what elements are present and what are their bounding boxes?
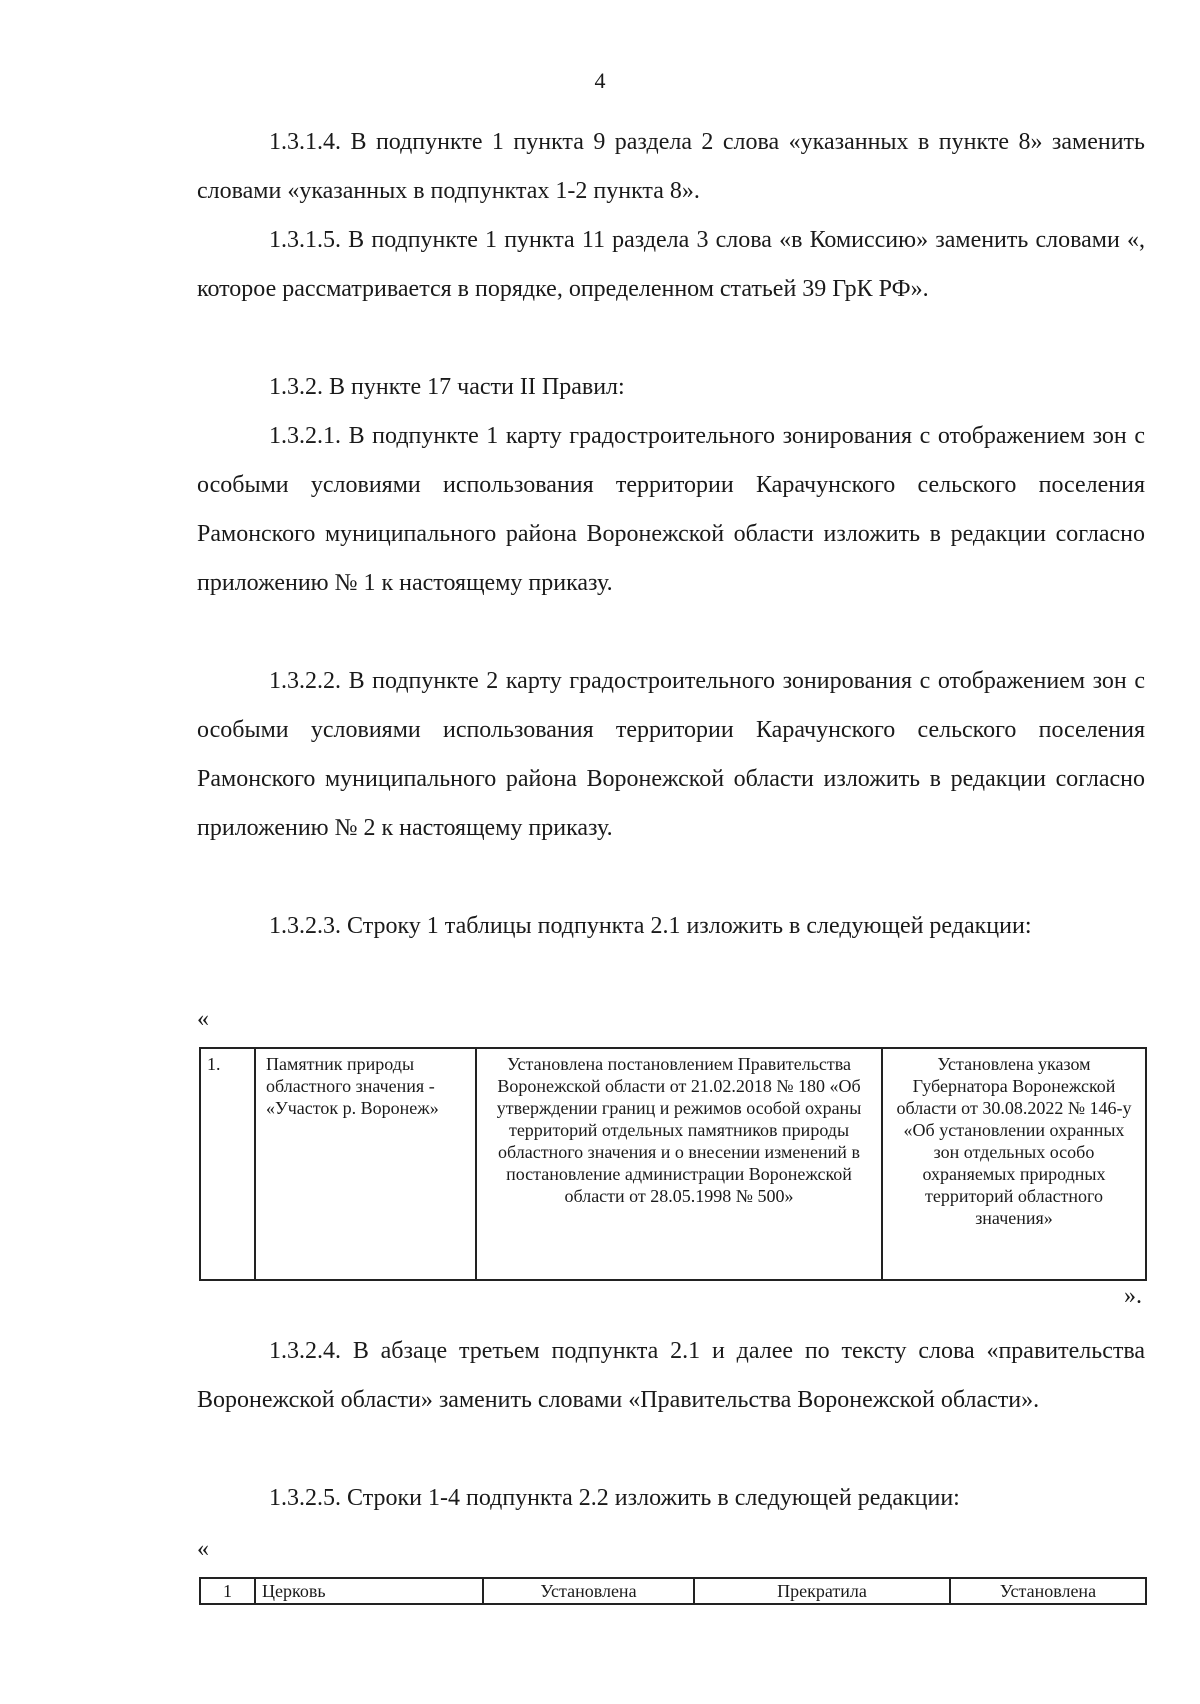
paragraph-1-3-2-3 xyxy=(197,902,1145,951)
church-table xyxy=(199,1577,1147,1605)
paragraph-1-3-1-5 xyxy=(197,216,1145,314)
paragraph-1-3-2 xyxy=(197,363,1145,412)
paragraph-number: 1.3.2.3. xyxy=(269,913,341,939)
close-quote: ». xyxy=(1124,1283,1142,1309)
table-cell-zone-decree: Установлена указом Губернатора Воронежской области от 30.08.2022 № 146-у «Об установлении охранных зон отдельных особо охраняемых природных территорий областного значения» xyxy=(882,1048,1146,1280)
table-row xyxy=(200,1048,1146,1280)
paragraph-text: Строку 1 таблицы подпункта 2.1 изложить в следующей редакции: xyxy=(347,913,1032,939)
table-row xyxy=(200,1578,1146,1604)
open-quote: « xyxy=(197,1006,209,1032)
paragraph-text: В абзаце третьем подпункта 2.1 и далее по тексту слова «правительства Воронежской области» заменить словами «Правительства Воронежской области». xyxy=(197,1338,1145,1413)
paragraph-number: 1.3.2.1. xyxy=(269,423,341,449)
table-cell-status: Установлена xyxy=(950,1578,1146,1604)
paragraph-text: В пункте 17 части II Правил: xyxy=(329,374,625,400)
open-quote-2: « xyxy=(197,1536,209,1562)
paragraph-1-3-2-1 xyxy=(197,412,1145,608)
table-cell-object: Церковь xyxy=(255,1578,483,1604)
table-cell-established: Установлена постановлением Правительства Воронежской области от 21.02.2018 № 180 «Об утверждении границ и режимов особой охраны территорий отдельных памятников природы областного значения и о внесении изменений в постановление администрации Воронежской области от 28.05.1998 № 500» xyxy=(476,1048,882,1280)
table-cell-status: Прекратила xyxy=(694,1578,950,1604)
paragraph-text: В подпункте 1 пункта 9 раздела 2 слова «указанных в пункте 8» заменить словами «указанных в подпунктах 1-2 пункта 8». xyxy=(197,129,1145,204)
paragraph-1-3-1-4 xyxy=(197,118,1145,216)
paragraph-number: 1.3.2.2. xyxy=(269,668,341,694)
paragraph-text: В подпункте 2 карту градостроительного зонирования с отображением зон с особыми условиями использования территории Карачунского сельского поселения Рамонского муниципального района Воронежской области изложить в редакции согласно приложению № 2 к настоящему приказу. xyxy=(197,668,1146,841)
table-cell-object: Памятник природы областного значения - «Участок р. Воронеж» xyxy=(255,1048,476,1280)
zone-table-row-1 xyxy=(199,1047,1147,1281)
paragraph-number: 1.3.2.5. xyxy=(269,1485,341,1511)
paragraph-text: В подпункте 1 пункта 11 раздела 3 слова «в Комиссию» заменить словами «, которое рассматривается в порядке, определенном статьей 39 ГрК РФ». xyxy=(197,227,1146,302)
paragraph-1-3-2-2 xyxy=(197,657,1145,853)
paragraph-text: В подпункте 1 карту градостроительного зонирования с отображением зон с особыми условиями использования территории Карачунского сельского поселения Рамонского муниципального района Воронежской области изложить в редакции согласно приложению № 1 к настоящему приказу. xyxy=(197,423,1146,596)
paragraph-text: Строки 1-4 подпункта 2.2 изложить в следующей редакции: xyxy=(347,1485,960,1511)
table-cell-number: 1 xyxy=(200,1578,255,1604)
page-number: 4 xyxy=(594,68,606,93)
paragraph-1-3-2-5 xyxy=(197,1474,1145,1523)
paragraph-1-3-2-4 xyxy=(197,1327,1145,1425)
paragraph-number: 1.3.1.4. xyxy=(269,129,341,155)
paragraph-number: 1.3.1.5. xyxy=(269,227,341,253)
table-cell-status: Установлена xyxy=(483,1578,694,1604)
paragraph-number: 1.3.2. xyxy=(269,374,323,400)
table-cell-number: 1. xyxy=(200,1048,255,1280)
paragraph-number: 1.3.2.4. xyxy=(269,1338,341,1364)
